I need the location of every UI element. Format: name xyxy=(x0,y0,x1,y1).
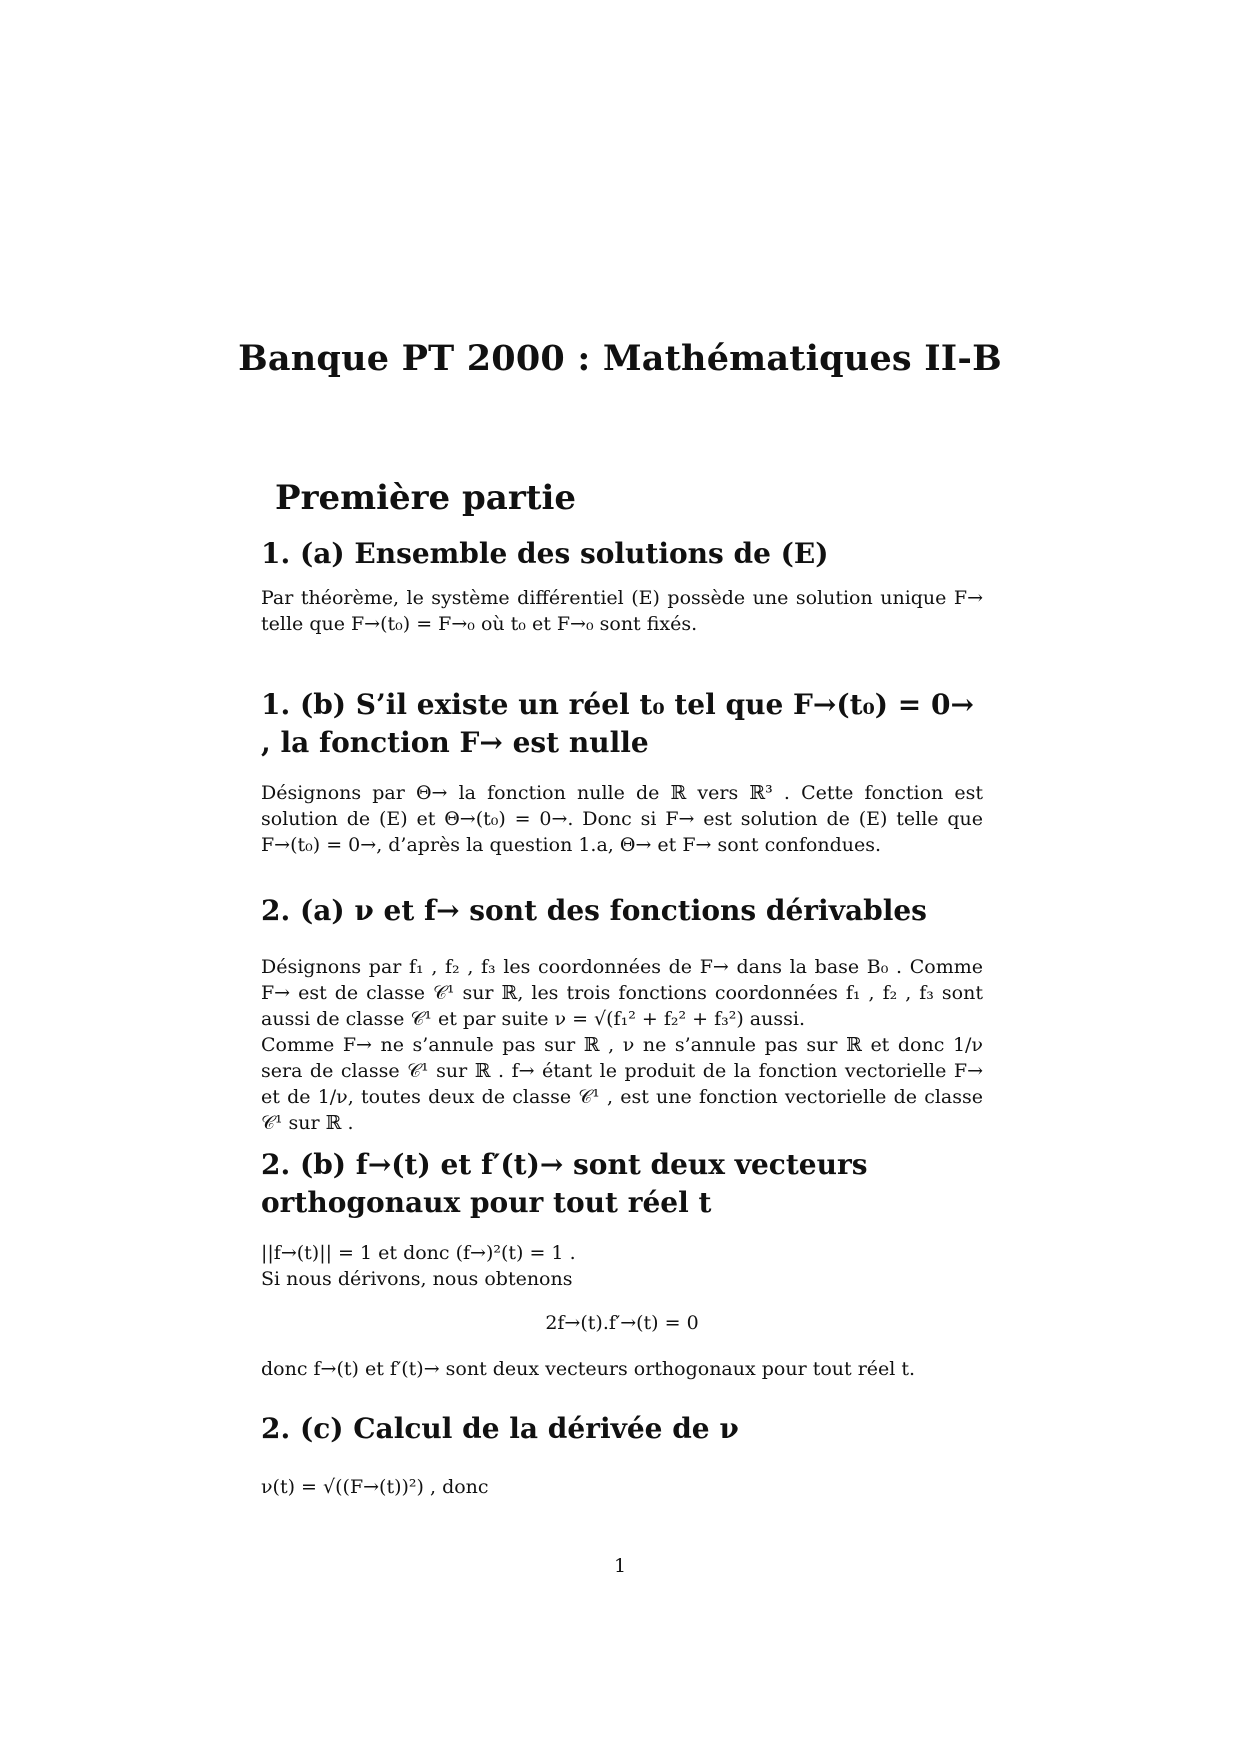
paragraph: ν(t) = √((F→(t))²) , donc xyxy=(261,1476,489,1498)
section-2b xyxy=(261,1146,983,1382)
paragraph: donc f→(t) et f′(t)→ sont deux vecteurs orthogonaux pour tout réel t. xyxy=(261,1358,916,1380)
section-2a xyxy=(261,892,983,1136)
section-heading: 2. (b) f→(t) et f′(t)→ sont deux vecteurs orthogonaux pour tout réel t xyxy=(261,1148,868,1219)
page-number: 1 xyxy=(613,1555,627,1577)
document-title: Banque PT 2000 : Mathématiques II-B xyxy=(238,338,1002,379)
section-1a xyxy=(261,535,983,637)
section-body xyxy=(261,1474,983,1500)
section-1b xyxy=(261,686,983,858)
paragraph: Désignons par f₁ , f₂ , f₃ les coordonnées de F→ dans la base B₀ . Comme F→ est de classe 𝒞¹ sur ℝ, les trois fonctions coordonnées f₁ , f₂ , f₃ sont aussi de classe 𝒞¹ et par suite ν = √(f₁² + f₂² + f₃²) aussi. xyxy=(261,956,983,1030)
paragraph: Par théorème, le système différentiel (E) possède une solution unique F→ telle que F→(t₀) = F→₀ où t₀ et F→₀ sont fixés. xyxy=(261,587,983,635)
section-body xyxy=(261,780,983,858)
section-heading: 1. (b) S’il existe un réel t₀ tel que F→(t₀) = 0→ , la fonction F→ est nulle xyxy=(261,688,974,759)
paragraph: Désignons par Θ→ la fonction nulle de ℝ vers ℝ³ . Cette fonction est solution de (E) et Θ→(t₀) = 0→. Donc si F→ est solution de (E) telle que F→(t₀) = 0→, d’après la question 1.a, Θ→ et F→ sont confondues. xyxy=(261,782,983,856)
section-2c xyxy=(261,1410,983,1500)
section-heading: 2. (c) Calcul de la dérivée de ν xyxy=(261,1412,739,1445)
part-title: Première partie xyxy=(275,478,576,518)
section-body xyxy=(261,585,983,637)
section-body xyxy=(261,954,983,1136)
paragraph: Comme F→ ne s’annule pas sur ℝ , ν ne s’annule pas sur ℝ et donc 1/ν sera de classe 𝒞¹ sur ℝ . f→ étant le produit de la fonction vectorielle F→ et de 1/ν, toutes deux de classe 𝒞¹ , est une fonction vectorielle de classe 𝒞¹ sur ℝ . xyxy=(261,1034,983,1134)
paragraph: ||f→(t)|| = 1 et donc (f→)²(t) = 1 . xyxy=(261,1242,576,1264)
display-equation: 2f→(t).f′→(t) = 0 xyxy=(545,1312,699,1334)
section-body xyxy=(261,1240,983,1382)
section-heading: 2. (a) ν et f→ sont des fonctions dérivables xyxy=(261,894,927,927)
section-heading: 1. (a) Ensemble des solutions de (E) xyxy=(261,537,829,570)
paragraph: Si nous dérivons, nous obtenons xyxy=(261,1268,573,1290)
